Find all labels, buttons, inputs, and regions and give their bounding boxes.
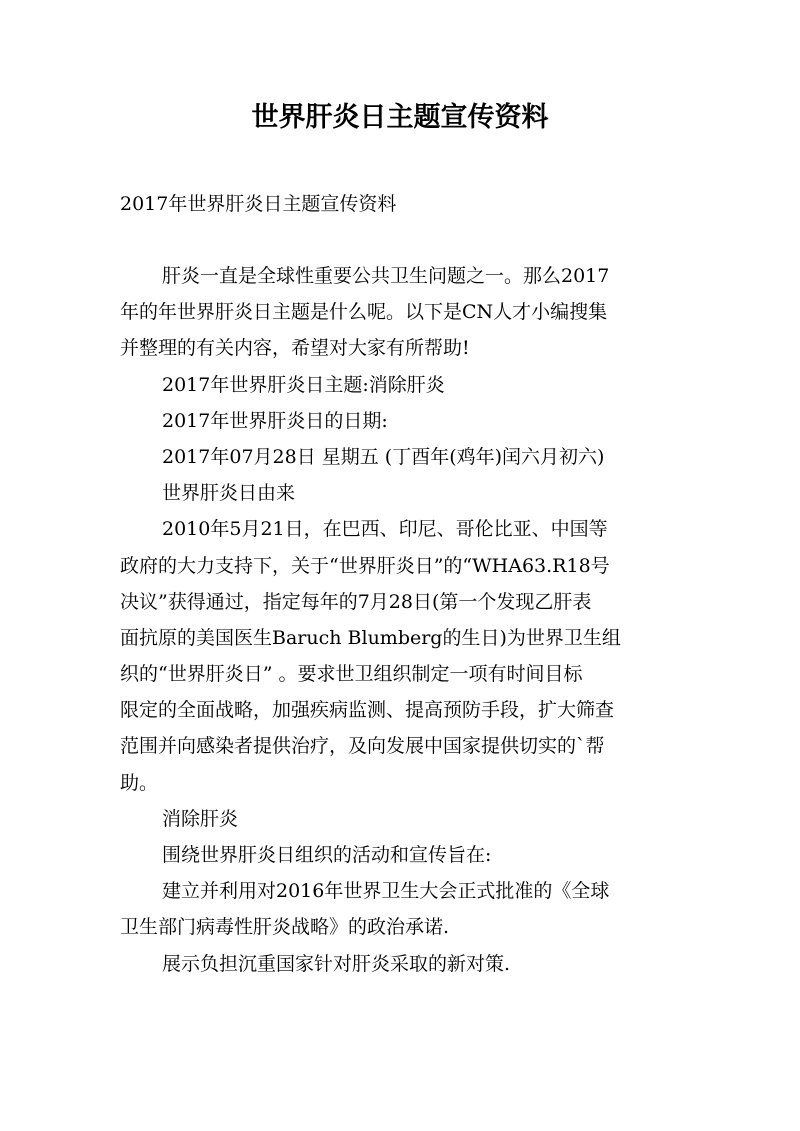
body-line: 政府的大力支持下，关于“世界肝炎日”的“WHA63.R18号 [120,554,610,577]
body-line: 织的“世界肝炎日” 。要求世卫组织制定一项有时间目标 [120,663,583,686]
body-line: 决议”获得通过，指定每年的7月28日(第一个发现乙肝表 [120,590,592,613]
body-line: 展示负担沉重国家针对肝炎采取的新对策. [162,952,511,975]
body-line: 围绕世界肝炎日组织的活动和宣传旨在: [162,844,492,866]
body-line: 肝炎一直是全球性重要公共卫生问题之一。那么2017 [162,265,610,287]
document-subtitle: 2017年世界肝炎日主题宣传资料 [120,193,397,215]
body-line: 消除肝炎 [162,807,239,830]
body-line: 2017年世界肝炎日的日期: [162,409,388,432]
body-line: 建立并利用对2016年世界卫生大会正式批准的《全球 [162,880,610,903]
body-line: 卫生部门病毒性肝炎战略》的政治承诺. [120,916,450,939]
body-line: 年的年世界肝炎日主题是什么呢。以下是CN人才小编搜集 [120,301,608,324]
body-line: 限定的全面战略，加强疾病监测、提高预防手段，扩大筛查 [120,699,615,722]
document-title: 世界肝炎日主题宣传资料 [251,102,549,133]
body-line: 面抗原的美国医生Baruch Blumberg的生日)为世界卫生组 [120,626,621,649]
body-line: 2017年世界肝炎日主题:消除肝炎 [162,373,445,396]
body-line: 2010年5月21日，在巴西、印尼、哥伦比亚、中国等 [162,518,608,541]
body-line: 世界肝炎日由来 [162,482,296,505]
body-line: 并整理的有关内容，希望对大家有所帮助! [120,337,470,360]
document-body [120,258,690,982]
body-line: 助。 [120,771,159,794]
body-line: 范围并向感染者提供治疗，及向发展中国家提供切实的`帮 [120,735,605,758]
body-line: 2017年07月28日 星期五 (丁酉年(鸡年)闰六月初六) [162,445,605,468]
